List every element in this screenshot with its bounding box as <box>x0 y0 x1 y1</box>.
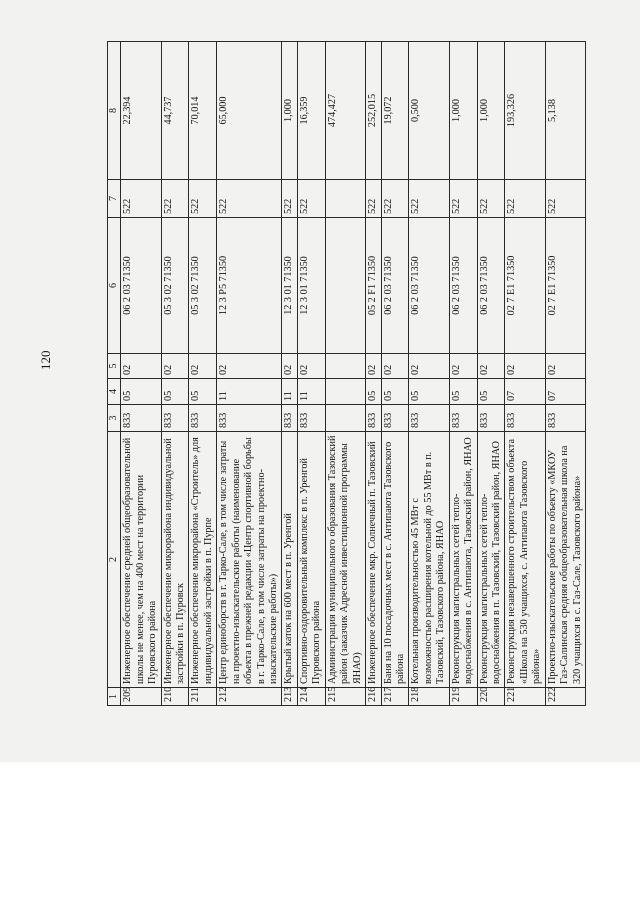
amount-cell: 1,000 <box>282 42 297 180</box>
row-number-cell: 216 <box>366 688 381 706</box>
table-row <box>381 42 409 706</box>
amount-cell: 474,427 <box>325 42 365 180</box>
code-expense-type-cell: 522 <box>477 180 505 218</box>
code-target-article-cell: 05 3 02 71350 <box>189 218 217 354</box>
object-name-cell: Реконструкция магистральных сетей тепло-водоснабжения в п. Тазовский, Тазовский район, ЯНАО <box>477 432 505 688</box>
table-row <box>297 42 325 706</box>
object-name-cell: Инженерное обеспечение микрорайона индивидуальной застройки в п. Пуровск <box>161 432 189 688</box>
object-name-cell: Спортивно-оздоровительный комплекс в п. Уренгой Пуровского района <box>297 432 325 688</box>
code-target-article-cell: 06 2 03 71350 <box>121 218 161 354</box>
header-cell: 5 <box>108 354 121 379</box>
object-name-cell: Администрация муниципального образования Тазовский район (заказчик Адресной инвестиционной программы ЯНАО) <box>325 432 365 688</box>
amount-cell: 22,394 <box>121 42 161 180</box>
code-expense-type-cell: 522 <box>449 180 477 218</box>
object-name-cell: Инженерное обеспечение мкр. Солнечный п. Тазовский <box>366 432 381 688</box>
code-section-cell: 11 <box>217 379 282 405</box>
table-row <box>189 42 217 706</box>
object-name-cell: Котельная производительностью 45 МВт с возможностью расширения котельной до 55 МВт в п. Тазовский, Тазовского района, ЯНАО <box>409 432 449 688</box>
amount-cell: 16,359 <box>297 42 325 180</box>
row-number-cell: 210 <box>161 688 189 706</box>
amount-cell: 19,072 <box>381 42 409 180</box>
code-subsection-cell: 02 <box>449 354 477 379</box>
code-section-cell: 05 <box>366 379 381 405</box>
code-target-article-cell: 06 2 03 71350 <box>449 218 477 354</box>
row-number-cell: 215 <box>325 688 365 706</box>
code-grbs-cell: 833 <box>477 405 505 432</box>
header-cell: 1 <box>108 688 121 706</box>
object-name-cell: Реконструкция незавершенного строительством объекта «Школа на 530 учащихся, с. Антипаюта Тазовского района» <box>505 432 545 688</box>
code-subsection-cell: 02 <box>381 354 409 379</box>
code-subsection-cell: 02 <box>409 354 449 379</box>
code-section-cell: 05 <box>477 379 505 405</box>
code-grbs-cell: 833 <box>217 405 282 432</box>
code-expense-type-cell: 522 <box>505 180 545 218</box>
code-grbs-cell: 833 <box>409 405 449 432</box>
table-row <box>217 42 282 706</box>
header-cell: 7 <box>108 180 121 218</box>
code-subsection-cell <box>325 354 365 379</box>
code-section-cell: 05 <box>449 379 477 405</box>
table-row <box>449 42 477 706</box>
row-number-cell: 213 <box>282 688 297 706</box>
header-cell: 8 <box>108 42 121 180</box>
code-target-article-cell: 12 3 P5 71350 <box>217 218 282 354</box>
code-grbs-cell: 833 <box>121 405 161 432</box>
row-number-cell: 218 <box>409 688 449 706</box>
object-name-cell: Центр единоборств в г. Тарко-Сале, в том числе затраты на проектно-изыскательские работы (наименование объекта в прежней редакции «Центр спортивной борьбы в г. Тарко-Сале, в том числе затраты на проектно-изыскательские работы») <box>217 432 282 688</box>
table-row <box>545 42 585 706</box>
code-grbs-cell: 833 <box>381 405 409 432</box>
amount-cell: 65,000 <box>217 42 282 180</box>
row-number-cell: 217 <box>381 688 409 706</box>
object-name-cell: Инженерное обеспечение микрорайона «Строитель» для индивидуальной застройки в п. Пурпе <box>189 432 217 688</box>
code-target-article-cell <box>325 218 365 354</box>
code-target-article-cell: 05 3 02 71350 <box>161 218 189 354</box>
budget-table-rotated <box>107 42 640 706</box>
amount-cell: 70,014 <box>189 42 217 180</box>
code-expense-type-cell <box>325 180 365 218</box>
object-name-cell: Проектно-изыскательские работы по объекту «МКОУ Газ-Салинская средняя общеобразовательная школа на 320 учащихся в с. Газ-Сале, Тазовского района» <box>545 432 585 688</box>
code-section-cell: 05 <box>409 379 449 405</box>
code-target-article-cell: 06 2 03 71350 <box>409 218 449 354</box>
code-section-cell <box>325 379 365 405</box>
scan-background <box>0 762 640 905</box>
row-number-cell: 214 <box>297 688 325 706</box>
row-number-cell: 211 <box>189 688 217 706</box>
table-row <box>477 42 505 706</box>
table-row <box>282 42 297 706</box>
row-number-cell: 221 <box>505 688 545 706</box>
code-expense-type-cell: 522 <box>381 180 409 218</box>
amount-cell: 44,737 <box>161 42 189 180</box>
row-number-cell: 209 <box>121 688 161 706</box>
code-expense-type-cell: 522 <box>409 180 449 218</box>
code-section-cell: 07 <box>545 379 585 405</box>
code-subsection-cell: 02 <box>161 354 189 379</box>
object-name-cell: Крытый каток на 600 мест в п. Уренгой <box>282 432 297 688</box>
code-subsection-cell: 02 <box>121 354 161 379</box>
code-section-cell: 05 <box>161 379 189 405</box>
header-cell: 3 <box>108 405 121 432</box>
code-target-article-cell: 06 2 03 71350 <box>381 218 409 354</box>
code-subsection-cell: 02 <box>505 354 545 379</box>
header-cell: 6 <box>108 218 121 354</box>
code-subsection-cell: 02 <box>366 354 381 379</box>
code-subsection-cell: 02 <box>545 354 585 379</box>
code-subsection-cell: 02 <box>217 354 282 379</box>
code-target-article-cell: 12 3 01 71350 <box>282 218 297 354</box>
object-name-cell: Инженерное обеспечение средней общеобразовательной школы не менее, чем на 400 мест на территории Пуровского района <box>121 432 161 688</box>
code-expense-type-cell: 522 <box>282 180 297 218</box>
code-section-cell: 05 <box>189 379 217 405</box>
code-grbs-cell: 833 <box>449 405 477 432</box>
code-grbs-cell: 833 <box>366 405 381 432</box>
code-grbs-cell: 833 <box>545 405 585 432</box>
code-expense-type-cell: 522 <box>366 180 381 218</box>
code-section-cell: 11 <box>297 379 325 405</box>
code-subsection-cell: 02 <box>477 354 505 379</box>
code-target-article-cell: 06 2 03 71350 <box>477 218 505 354</box>
amount-cell: 1,000 <box>449 42 477 180</box>
code-target-article-cell: 02 7 E1 71350 <box>545 218 585 354</box>
object-name-cell: Баня на 10 посадочных мест в с. Антипаюта Тазовского района <box>381 432 409 688</box>
row-number-cell: 212 <box>217 688 282 706</box>
table-row <box>409 42 449 706</box>
code-target-article-cell: 02 7 E1 71350 <box>505 218 545 354</box>
page-number: 120 <box>38 350 53 370</box>
code-target-article-cell: 12 3 01 71350 <box>297 218 325 354</box>
row-number-cell: 220 <box>477 688 505 706</box>
code-section-cell: 05 <box>121 379 161 405</box>
code-target-article-cell: 05 2 F1 71350 <box>366 218 381 354</box>
amount-cell: 252,015 <box>366 42 381 180</box>
code-subsection-cell: 02 <box>282 354 297 379</box>
code-grbs-cell <box>325 405 365 432</box>
code-section-cell: 11 <box>282 379 297 405</box>
code-grbs-cell: 833 <box>282 405 297 432</box>
code-expense-type-cell: 522 <box>121 180 161 218</box>
code-expense-type-cell: 522 <box>161 180 189 218</box>
header-cell: 4 <box>108 379 121 405</box>
table-row <box>325 42 365 706</box>
table-row <box>161 42 189 706</box>
row-number-cell: 222 <box>545 688 585 706</box>
code-expense-type-cell: 522 <box>217 180 282 218</box>
code-grbs-cell: 833 <box>189 405 217 432</box>
code-grbs-cell: 833 <box>505 405 545 432</box>
table-row <box>366 42 381 706</box>
code-grbs-cell: 833 <box>297 405 325 432</box>
code-expense-type-cell: 522 <box>545 180 585 218</box>
amount-cell: 0,500 <box>409 42 449 180</box>
amount-cell: 1,000 <box>477 42 505 180</box>
code-subsection-cell: 02 <box>297 354 325 379</box>
code-section-cell: 05 <box>381 379 409 405</box>
budget-table <box>107 41 586 706</box>
code-expense-type-cell: 522 <box>297 180 325 218</box>
table-row <box>505 42 545 706</box>
code-subsection-cell: 02 <box>189 354 217 379</box>
amount-cell: 193,326 <box>505 42 545 180</box>
table-row <box>121 42 161 706</box>
code-grbs-cell: 833 <box>161 405 189 432</box>
object-name-cell: Реконструкция магистральных сетей тепло-водоснабжения в с. Антипаюта, Тазовский район, ЯНАО <box>449 432 477 688</box>
amount-cell: 5,138 <box>545 42 585 180</box>
table-header-row <box>108 42 121 706</box>
header-cell: 2 <box>108 432 121 688</box>
code-section-cell: 07 <box>505 379 545 405</box>
row-number-cell: 219 <box>449 688 477 706</box>
code-expense-type-cell: 522 <box>189 180 217 218</box>
